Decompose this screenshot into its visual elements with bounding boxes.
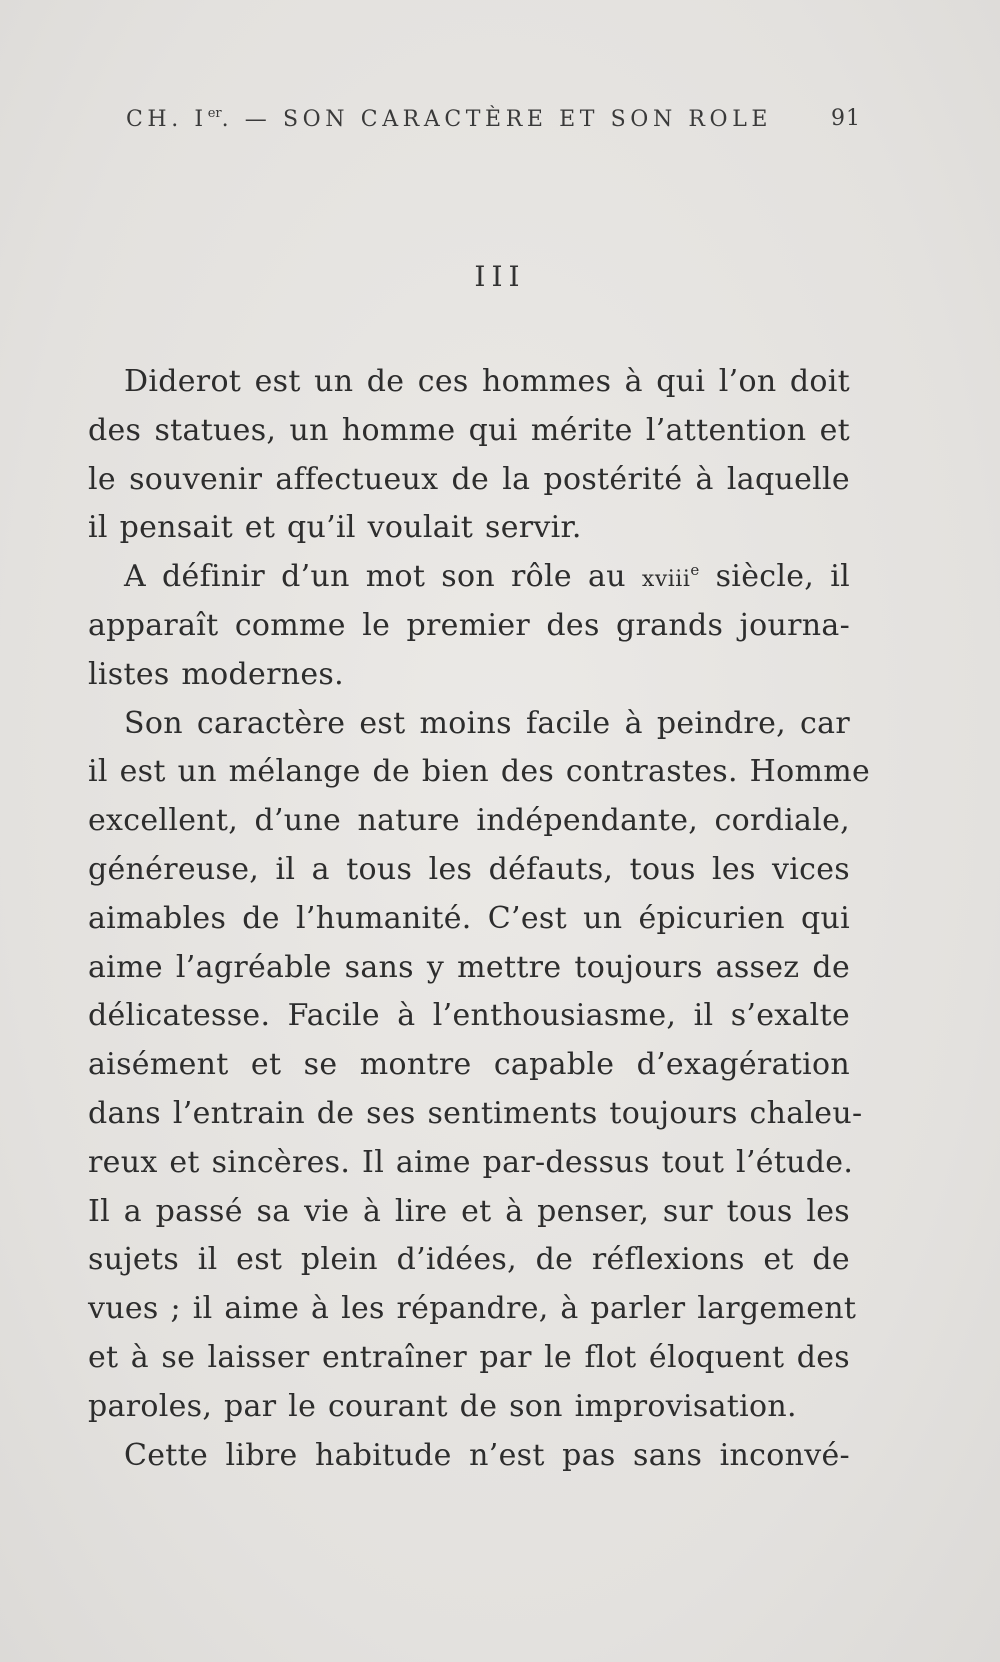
- text-segment: A définir d’un mot son rôle au: [124, 559, 626, 595]
- running-title-superscript: er: [207, 106, 222, 121]
- text-line: vues ; il aime à les répandre, à parler largement: [88, 1291, 857, 1327]
- text-line: aisément et se montre capable d’exagération: [88, 1047, 850, 1083]
- text-line: apparaît comme le premier des grands journa-: [88, 607, 850, 643]
- text-line: généreuse, il a tous les défauts, tous les vices: [88, 851, 850, 887]
- text-line: sujets il est plein d’idées, de réflexions et de: [88, 1242, 850, 1278]
- text-line: il est un mélange de bien des contrastes. Homme: [88, 754, 871, 790]
- text-line: listes modernes.: [88, 656, 344, 692]
- body-text: [88, 358, 871, 1480]
- text-line: Son caractère est moins facile à peindre, car: [124, 705, 850, 741]
- running-title: [126, 106, 772, 132]
- text-line: aime l’agréable sans y mettre toujours assez de: [88, 949, 850, 985]
- text-line: délicatesse. Facile à l’enthousiasme, il s’exalte: [88, 998, 850, 1034]
- running-head: [126, 106, 861, 142]
- text-line: des statues, un homme qui mérite l’attention et: [88, 412, 850, 448]
- running-title-text: . — SON CARACTÈRE ET SON ROLE: [221, 107, 773, 132]
- text-line: dans l’entrain de ses sentiments toujours chaleu-: [88, 1095, 863, 1131]
- text-line: Diderot est un de ces hommes à qui l’on doit: [124, 364, 850, 399]
- text-line: et à se laisser entraîner par le flot éloquent des: [88, 1339, 850, 1375]
- text-line: reux et sincères. Il aime par-dessus tout l’étude.: [88, 1144, 854, 1180]
- running-title-chapter: CH. I: [126, 107, 208, 132]
- text-segment: siècle, il: [715, 559, 850, 595]
- century-superscript: e: [690, 561, 700, 580]
- text-line: [88, 553, 850, 602]
- text-line: Cette libre habitude n’est pas sans inconvé-: [124, 1437, 850, 1473]
- section-number: III: [474, 260, 526, 293]
- text-line: aimables de l’humanité. C’est un épicurien qui: [88, 900, 850, 936]
- text-line: paroles, par le courant de son improvisation.: [88, 1388, 797, 1424]
- text-line: le souvenir affectueux de la postérité à laquelle: [88, 461, 850, 497]
- text-line: excellent, d’une nature indépendante, cordiale,: [88, 803, 850, 839]
- century-numeral: xviii: [641, 567, 691, 593]
- text-line: Il a passé sa vie à lire et à penser, sur tous les: [88, 1193, 850, 1229]
- text-line: il pensait et qu’il voulait servir.: [88, 510, 582, 546]
- page-number: 91: [831, 106, 861, 131]
